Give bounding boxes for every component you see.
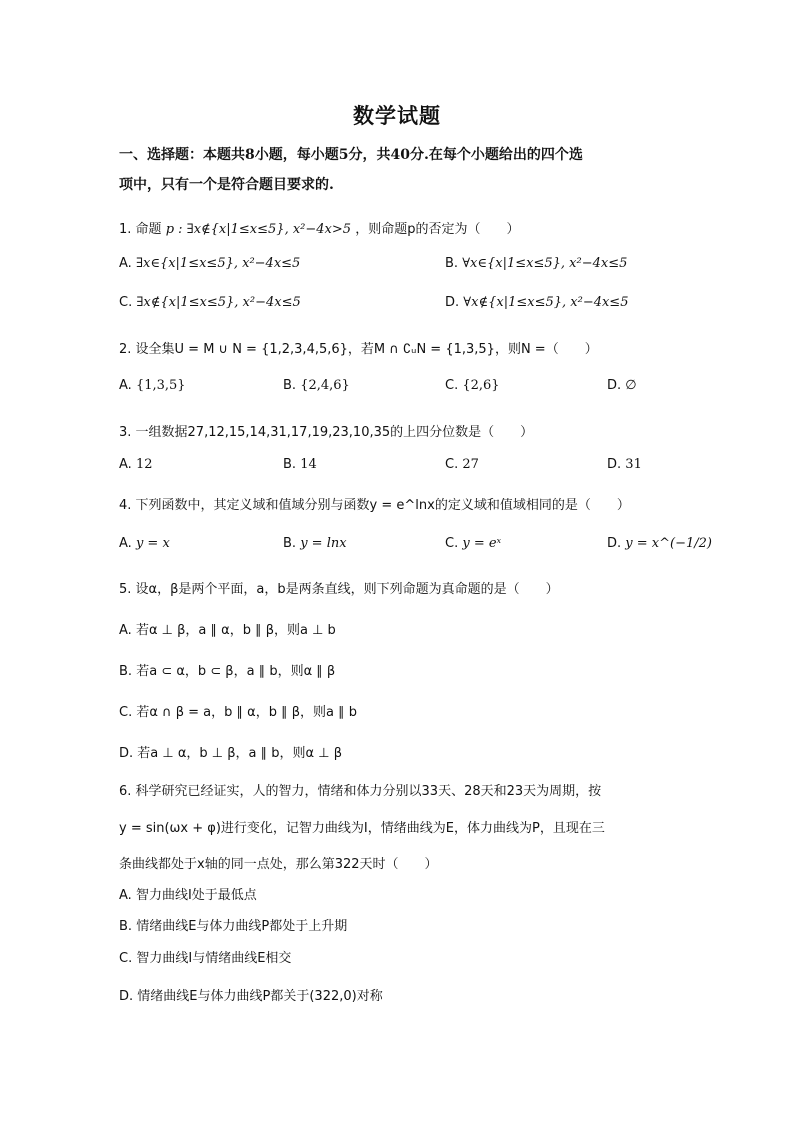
question-1-stem: 1. 命题 p : ∃x∉{x|1≤x≤5}, x²−4x>5 ，则命题p的否定为（ ） <box>119 222 520 237</box>
question-1-option-a[interactable]: A. ∃x∈{x|1≤x≤5}, x²−4x≤5 <box>119 256 301 271</box>
question-4-stem: 4. 下列函数中，其定义域和值域分别与函数y = e^lnx的定义域和值域相同的是（ ） <box>119 498 630 513</box>
question-4-option-d[interactable]: D. y = x^(−1/2) <box>607 536 712 551</box>
question-2-stem: 2. 设全集U = M ∪ N = {1,2,3,4,5,6}，若M ∩ ∁ᵤN = {1,3,5}，则N =（ ） <box>119 342 598 357</box>
question-2-option-d[interactable]: D. ∅ <box>607 378 637 393</box>
question-3-option-a[interactable]: A. 12 <box>119 457 153 472</box>
question-4-option-a[interactable]: A. y = x <box>119 536 170 551</box>
question-1-proposition: p : ∃x∉{x|1≤x≤5}, x²−4x>5 <box>165 222 352 237</box>
question-3-option-b[interactable]: B. 14 <box>283 457 317 472</box>
question-5-option-c[interactable]: C. 若α ∩ β = a，b ∥ α，b ∥ β，则a ∥ b <box>119 705 358 720</box>
question-6-option-b[interactable]: B. 情绪曲线E与体力曲线P都处于上升期 <box>119 919 348 934</box>
question-6-stem-line-3: 条曲线都处于x轴的同一点处，那么第322天时（ ） <box>119 857 438 872</box>
question-5-option-a[interactable]: A. 若α ⊥ β，a ∥ α，b ∥ β，则a ⊥ b <box>119 623 336 638</box>
question-6-option-d[interactable]: D. 情绪曲线E与体力曲线P都关于(322,0)对称 <box>119 989 383 1004</box>
page-title: 数学试题 <box>353 103 441 128</box>
question-3-stem: 3. 一组数据27,12,15,14,31,17,19,23,10,35的上四分位数是（ ） <box>119 425 534 440</box>
question-6-option-a[interactable]: A. 智力曲线I处于最低点 <box>119 888 257 903</box>
question-3-option-d[interactable]: D. 31 <box>607 457 642 472</box>
question-1-option-b[interactable]: B. ∀x∈{x|1≤x≤5}, x²−4x≤5 <box>445 256 628 271</box>
question-4-option-c[interactable]: C. y = eˣ <box>445 536 502 551</box>
section-heading-line-1: 一、选择题：本题共8小题，每小题5分，共40分.在每个小题给出的四个选 <box>119 147 583 163</box>
question-1-option-c[interactable]: C. ∃x∉{x|1≤x≤5}, x²−4x≤5 <box>119 295 301 310</box>
question-6-stem-line-1: 6. 科学研究已经证实，人的智力，情绪和体力分别以33天、28天和23天为周期，按 <box>119 784 602 799</box>
question-5-option-b[interactable]: B. 若a ⊂ α，b ⊂ β，a ∥ b，则α ∥ β <box>119 664 336 679</box>
question-6-stem-line-2: y = sin(ωx + φ)进行变化，记智力曲线为I，情绪曲线为E，体力曲线为P，且现在三 <box>119 821 605 836</box>
question-1-option-d[interactable]: D. ∀x∉{x|1≤x≤5}, x²−4x≤5 <box>445 295 629 310</box>
question-5-stem: 5. 设α，β是两个平面，a，b是两条直线，则下列命题为真命题的是（ ） <box>119 582 559 597</box>
question-2-option-a[interactable]: A. {1,3,5} <box>119 378 186 393</box>
question-2-option-c[interactable]: C. {2,6} <box>445 378 500 393</box>
question-3-option-c[interactable]: C. 27 <box>445 457 479 472</box>
question-2-option-b[interactable]: B. {2,4,6} <box>283 378 350 393</box>
question-5-option-d[interactable]: D. 若a ⊥ α，b ⊥ β，a ∥ b，则α ⊥ β <box>119 746 342 761</box>
question-6-option-c[interactable]: C. 智力曲线I与情绪曲线E相交 <box>119 951 292 966</box>
section-heading-line-2: 项中，只有一个是符合题目要求的. <box>119 177 334 193</box>
question-4-option-b[interactable]: B. y = lnx <box>283 536 347 551</box>
